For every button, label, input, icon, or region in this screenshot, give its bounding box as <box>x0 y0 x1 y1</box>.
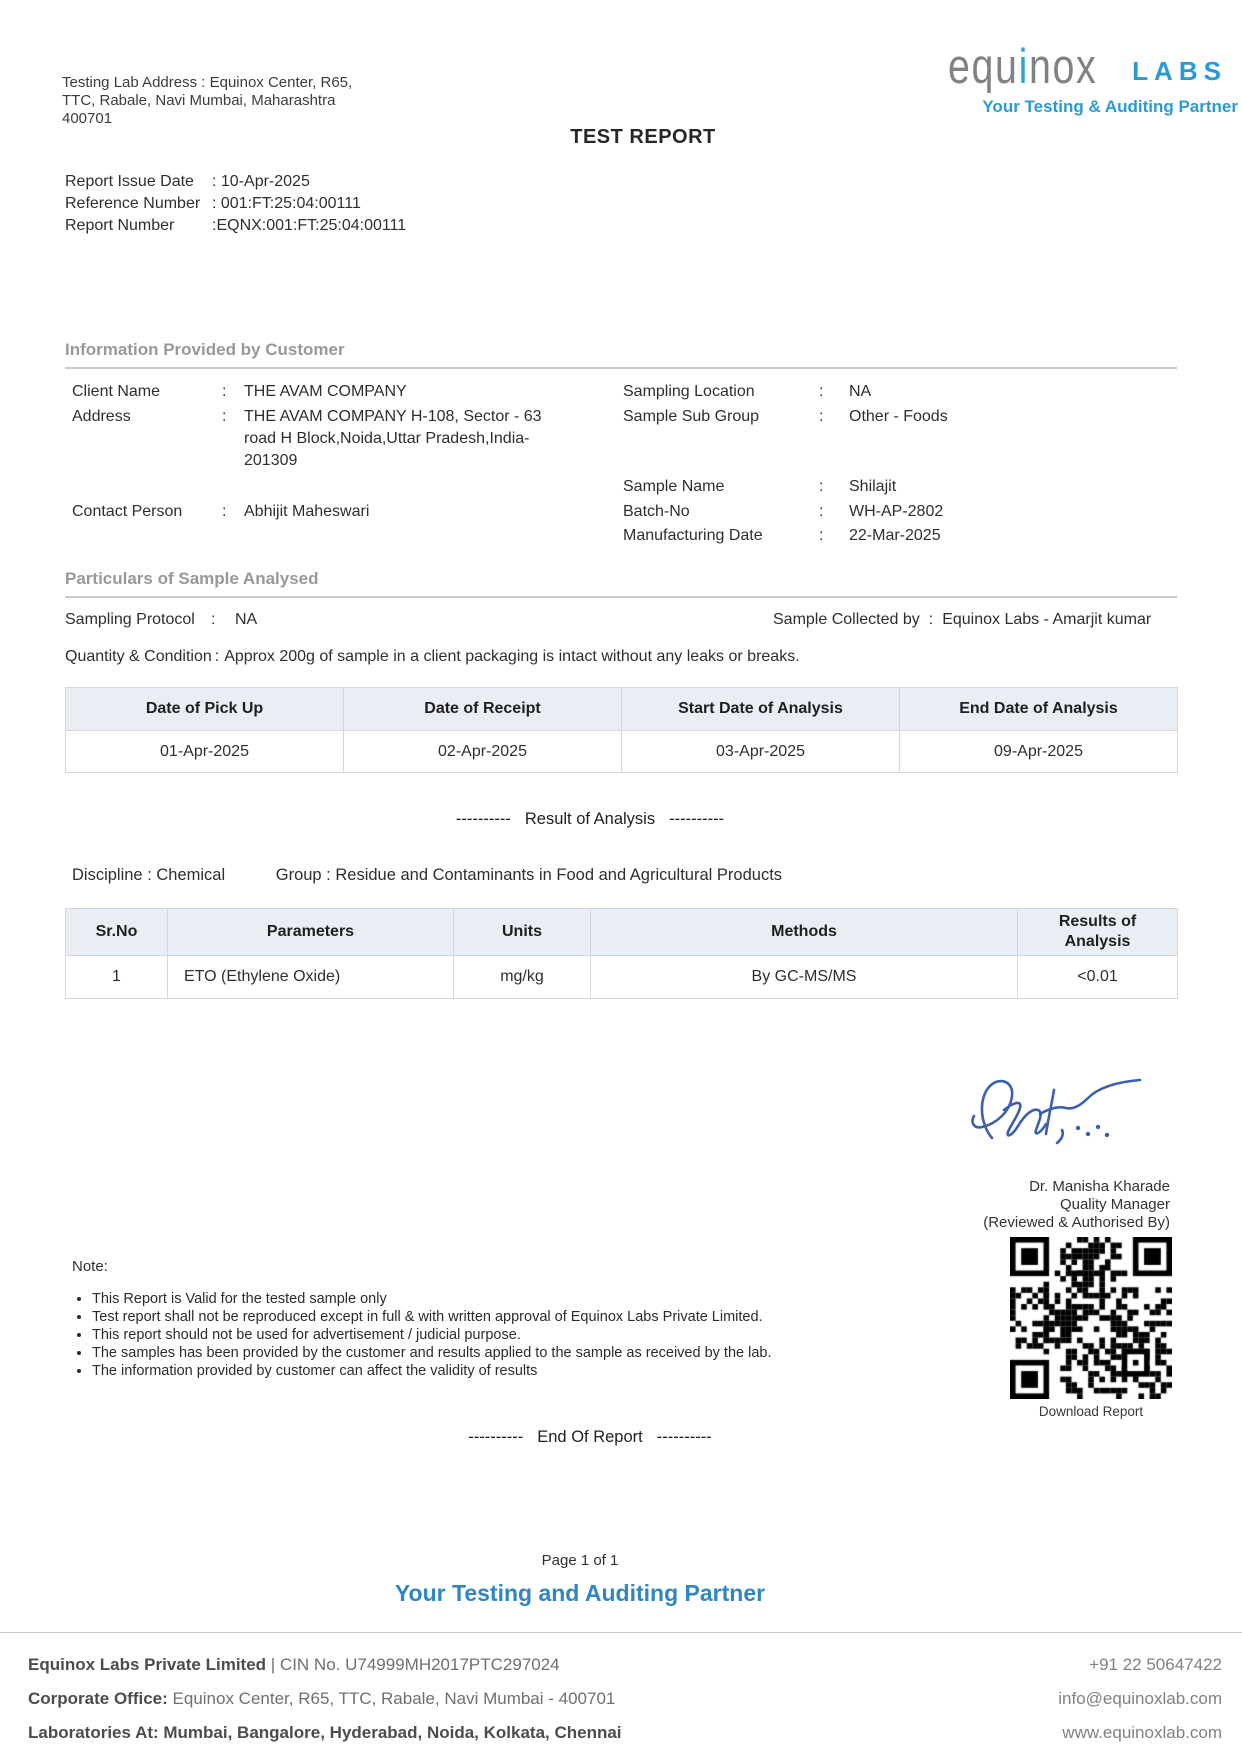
signatory-block <box>868 1178 1170 1232</box>
report-issue-date-row <box>65 171 406 193</box>
batch-no-label: Batch-No <box>623 503 690 520</box>
report-number-row <box>65 215 406 237</box>
report-number-label: Report Number <box>65 217 175 234</box>
logo-wordmark <box>948 40 1238 95</box>
separator: : <box>214 648 220 665</box>
sampling-location-value: NA <box>849 383 872 400</box>
sampling-protocol-row <box>65 609 1177 631</box>
table-cell: <0.01 <box>1018 956 1178 999</box>
separator: : <box>211 611 216 628</box>
customer-info-section <box>65 380 1177 565</box>
separator: : <box>928 611 934 628</box>
discipline-group-row <box>72 866 782 885</box>
batch-no-row <box>623 501 1177 523</box>
table-header-row <box>66 909 1178 956</box>
sampling-protocol-value: NA <box>235 611 258 628</box>
logo-tagline: Your Testing & Auditing Partner <box>982 97 1238 117</box>
quantity-condition-row <box>65 648 1177 666</box>
manufacturing-date-value: 22-Mar-2025 <box>849 527 941 544</box>
logo-brand-left: equ <box>948 40 1019 95</box>
contact-person-value: Abhijit Maheswari <box>244 503 370 520</box>
lab-address <box>62 74 402 128</box>
sample-collected-by-value: Equinox Labs - Amarjit kumar <box>942 611 1152 628</box>
footer-cin: | CIN No. U74999MH2017PTC297024 <box>266 1655 560 1674</box>
column-header: Parameters <box>168 909 454 956</box>
address-row <box>72 406 617 472</box>
discipline-text: Discipline : Chemical <box>72 866 226 884</box>
divider-label: End Of Report <box>537 1428 643 1446</box>
column-header: Date of Receipt <box>344 688 622 731</box>
sample-sub-group-label: Sample Sub Group <box>623 408 760 425</box>
footer-phone: +91 22 50647422 <box>1089 1655 1222 1674</box>
separator: : <box>819 478 824 495</box>
note-bullet: • The information provided by customer can affect the validity of results <box>92 1362 771 1380</box>
bottom-tagline: Your Testing and Auditing Partner <box>394 1580 766 1606</box>
report-issue-date-value: : 10-Apr-2025 <box>212 173 310 190</box>
divider-dashes: ---------- <box>455 810 511 828</box>
table-cell: 09-Apr-2025 <box>900 731 1178 773</box>
logo-labs-text: LABS <box>1132 56 1227 87</box>
footer-contact-block <box>930 1648 1222 1750</box>
batch-no-value: WH-AP-2802 <box>849 503 944 520</box>
separator: : <box>222 503 227 520</box>
particulars-heading: Particulars of Sample Analysed <box>65 569 1177 598</box>
table-cell: mg/kg <box>454 956 591 999</box>
separator: : <box>222 408 227 425</box>
sampling-location-label: Sampling Location <box>623 383 755 400</box>
signatory-authorisation: (Reviewed & Authorised By) <box>983 1214 1170 1231</box>
page-title: TEST REPORT <box>570 126 716 148</box>
signatory-role: Quality Manager <box>1059 1196 1170 1213</box>
footer-email: info@equinoxlab.com <box>1058 1689 1222 1708</box>
client-name-label: Client Name <box>72 383 161 400</box>
sample-name-label: Sample Name <box>623 478 725 495</box>
table-cell: ETO (Ethylene Oxide) <box>168 956 454 999</box>
sample-sub-group-row <box>623 406 1177 428</box>
sampling-location-row <box>623 381 1177 403</box>
customer-info-heading: Information Provided by Customer <box>65 340 1177 369</box>
note-section <box>72 1258 771 1380</box>
column-header: End Date of Analysis <box>900 688 1178 731</box>
divider-dashes: ---------- <box>656 1428 712 1446</box>
sample-collected-by <box>773 609 1151 631</box>
table-row <box>66 731 1178 773</box>
sample-name-value: Shilajit <box>849 478 897 495</box>
column-header: Date of Pick Up <box>66 688 344 731</box>
manufacturing-date-label: Manufacturing Date <box>623 527 763 544</box>
quantity-condition-label: Quantity & Condition <box>65 648 212 665</box>
divider-dashes: ---------- <box>669 810 725 828</box>
signature-image <box>958 1072 1148 1155</box>
lab-address-line: 400701 <box>62 110 113 127</box>
table-header-row <box>66 688 1178 731</box>
table-cell: 01-Apr-2025 <box>66 731 344 773</box>
qr-caption: Download Report <box>1038 1404 1144 1419</box>
contact-person-label: Contact Person <box>72 503 183 520</box>
report-meta <box>65 171 406 237</box>
separator: : <box>819 503 824 520</box>
signatory-name: Dr. Manisha Kharade <box>1029 1178 1170 1195</box>
separator: : <box>222 383 227 400</box>
sampling-protocol-label: Sampling Protocol <box>65 611 195 628</box>
footer-company-block <box>28 1648 622 1750</box>
group-text: Group : Residue and Contaminants in Food and Agricultural Products <box>275 866 783 884</box>
end-of-report-divider <box>0 1428 1180 1447</box>
column-header: Start Date of Analysis <box>622 688 900 731</box>
column-header: Methods <box>591 909 1018 956</box>
separator: : <box>819 408 824 425</box>
report-number-value: :EQNX:001:FT:25:04:00111 <box>212 217 407 234</box>
footer-company-line <box>28 1648 622 1682</box>
note-bullet: • This Report is Valid for the tested sample only <box>92 1290 771 1308</box>
footer-website: www.equinoxlab.com <box>1062 1723 1222 1742</box>
reference-number-value: : 001:FT:25:04:00111 <box>212 195 361 212</box>
quantity-condition-value: Approx 200g of sample in a client packaging is intact without any leaks or breaks. <box>224 648 800 665</box>
sample-sub-group-value: Other - Foods <box>849 408 948 425</box>
table-cell: By GC-MS/MS <box>591 956 1018 999</box>
separator: : <box>819 383 824 400</box>
reference-number-label: Reference Number <box>65 195 201 212</box>
note-bullet: • The samples has been provided by the customer and results applied to the sample as received by the lab. <box>92 1344 771 1362</box>
equinox-labs-logo <box>948 40 1238 117</box>
page-number: Page 1 of 1 <box>541 1552 619 1569</box>
analysis-dates-table <box>65 687 1178 773</box>
qr-code <box>1010 1237 1172 1399</box>
column-header: Units <box>454 909 591 956</box>
table-cell: 1 <box>66 956 168 999</box>
lab-address-line: TTC, Rabale, Navi Mumbai, Maharashtra <box>62 92 336 109</box>
result-of-analysis-divider <box>0 810 1180 829</box>
note-bullet: • This report should not be used for advertisement / judicial purpose. <box>92 1326 771 1344</box>
note-heading: Note: <box>72 1258 108 1275</box>
footer-laboratories: Laboratories At: Mumbai, Bangalore, Hyderabad, Noida, Kolkata, Chennai <box>28 1723 622 1742</box>
divider-label: Result of Analysis <box>524 810 656 828</box>
address-label: Address <box>72 408 131 425</box>
address-value: THE AVAM COMPANY H-108, Sector - 63 road H Block,Noida,Uttar Pradesh,India-201309 <box>244 408 542 469</box>
sample-collected-by-label: Sample Collected by <box>773 611 920 628</box>
client-name-row <box>72 381 617 403</box>
footer-office-address: Equinox Center, R65, TTC, Rabale, Navi Mumbai - 400701 <box>167 1689 616 1708</box>
signature-scribble <box>958 1072 1148 1150</box>
contact-person-row <box>72 501 617 523</box>
lab-address-line: Testing Lab Address : Equinox Center, R65, <box>62 74 353 91</box>
sample-name-row <box>623 476 1177 498</box>
logo-brand-i: i <box>1018 40 1029 95</box>
results-table <box>65 908 1178 999</box>
client-name-value: THE AVAM COMPANY <box>244 383 407 400</box>
column-header: Sr.No <box>66 909 168 956</box>
footer-company-name: Equinox Labs Private Limited <box>28 1655 267 1674</box>
reference-number-row <box>65 193 406 215</box>
table-cell: 02-Apr-2025 <box>344 731 622 773</box>
footer-office-line <box>28 1682 622 1716</box>
note-list <box>72 1290 771 1380</box>
report-issue-date-label: Report Issue Date <box>65 173 194 190</box>
table-cell: 03-Apr-2025 <box>622 731 900 773</box>
logo-brand-right: nox <box>1028 40 1098 95</box>
column-header: Results of Analysis <box>1018 909 1178 956</box>
table-row <box>66 956 1178 999</box>
separator: : <box>819 527 824 544</box>
divider-dashes: ---------- <box>468 1428 524 1446</box>
note-bullet: • Test report shall not be reproduced except in full & with written approval of Equinox Labs Private Limited. <box>92 1308 771 1326</box>
footer-divider <box>0 1632 1242 1633</box>
manufacturing-date-row <box>623 525 1177 547</box>
footer-office-label: Corporate Office: <box>28 1689 168 1708</box>
logo-brand-text <box>948 40 1098 95</box>
footer-laboratories-line <box>28 1716 622 1750</box>
